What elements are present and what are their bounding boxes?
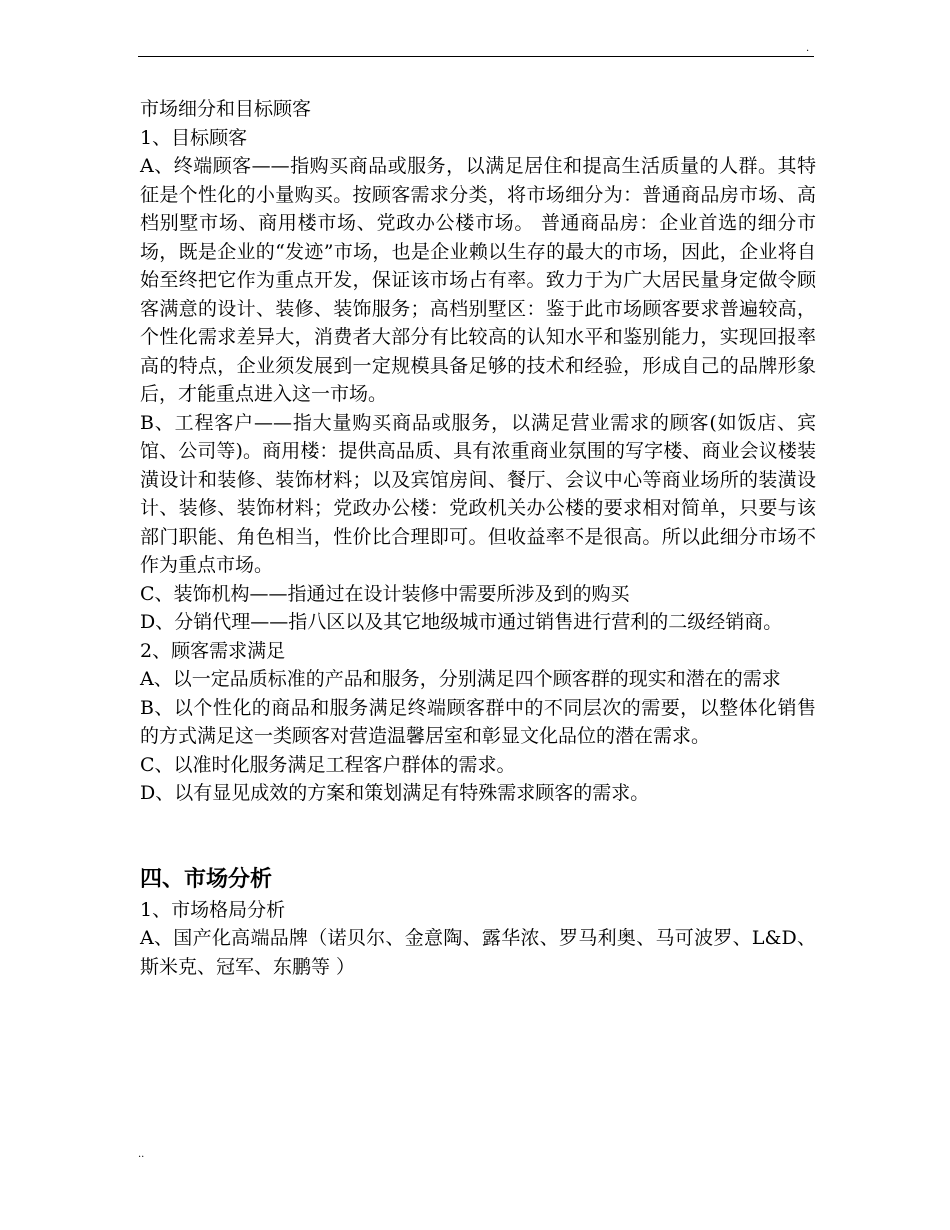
paragraph-decoration-agencies: C、装饰机构——指通过在设计装修中需要所涉及到的购买 [140, 582, 630, 605]
paragraph-distributors: D、分销代理——指八区以及其它地级城市通过销售进行营利的二级经销商。 [140, 611, 783, 633]
doc-title: 市场细分和目标顾客 [140, 98, 312, 120]
paragraph-needs-d: D、以有显见成效的方案和策划满足有特殊需求顾客的需求。 [140, 782, 650, 804]
paragraph-project-clients: B、工程客户——指大量购买商品或服务，以满足营业需求的顾客(如饭店、宾馆、公司等)。商用楼：提供高品质、具有浓重商业氛围的写字楼、商业会议楼装潢设计和装修、装饰材料；以及宾馆房间、餐厅、会议中心等商业场所的装潢设计、装修、装饰材料；党政办公楼：党政机关办公楼的要求相对简单，只要与该部门职能、角色相当，性价比合理即可。但收益率不是很高。所以此细分市场不作为重点市场。 [140, 411, 816, 576]
paragraph-domestic-brands: A、国产化高端品牌（诺贝尔、金意陶、露华浓、罗马利奥、马可波罗、L&D、斯米克、冠军、东鹏等 ） [140, 927, 816, 978]
subheading-market-structure: 1、市场格局分析 [140, 898, 286, 921]
paragraph-end-customers: A、终端顾客——指购买商品或服务，以满足居住和提高生活质量的人群。其特征是个性化的小量购买。按顾客需求分类，将市场细分为：普通商品房市场、高档别墅市场、商用楼市场、党政办公楼市场。 普通商品房：企业首选的细分市场，既是企业的“发迹”市场，也是企业赖以生存的最大的市场，因此，企业将自始至终把它作为重点开发，保证该市场占有率。致力于为广大居民量身定做令顾客满意的设计、装修、装饰服务；高档别墅区：鉴于此市场顾客要求普遍较高，个性化需求差异大，消费者大部分有比较高的认知水平和鉴别能力，实现回报率高的特点，企业须发展到一定规模具备足够的技术和经验，形成自己的品牌形象后，才能重点进入这一市场。 [140, 155, 816, 405]
paragraph-needs-c: C、以准时化服务满足工程客户群体的需求。 [140, 753, 516, 776]
subheading-target-customers: 1、目标顾客 [140, 126, 248, 149]
subheading-customer-needs: 2、顾客需求满足 [140, 639, 286, 662]
document-body [140, 95, 816, 981]
paragraph-needs-a: A、以一定品质标准的产品和服务，分别满足四个顾客群的现实和潜在的需求 [140, 668, 781, 690]
section-spacer [140, 808, 816, 864]
footer-mark: .. [138, 1149, 145, 1160]
header-mark: . [806, 43, 810, 54]
paragraph-needs-b: B、以个性化的商品和服务满足终端顾客群中的不同层次的需要，以整体化销售的方式满足这一类顾客对营造温馨居室和彰显文化品位的潜在需求。 [140, 696, 816, 747]
header-rule [138, 56, 814, 57]
section-heading-market-analysis: 四、市场分析 [140, 866, 273, 892]
